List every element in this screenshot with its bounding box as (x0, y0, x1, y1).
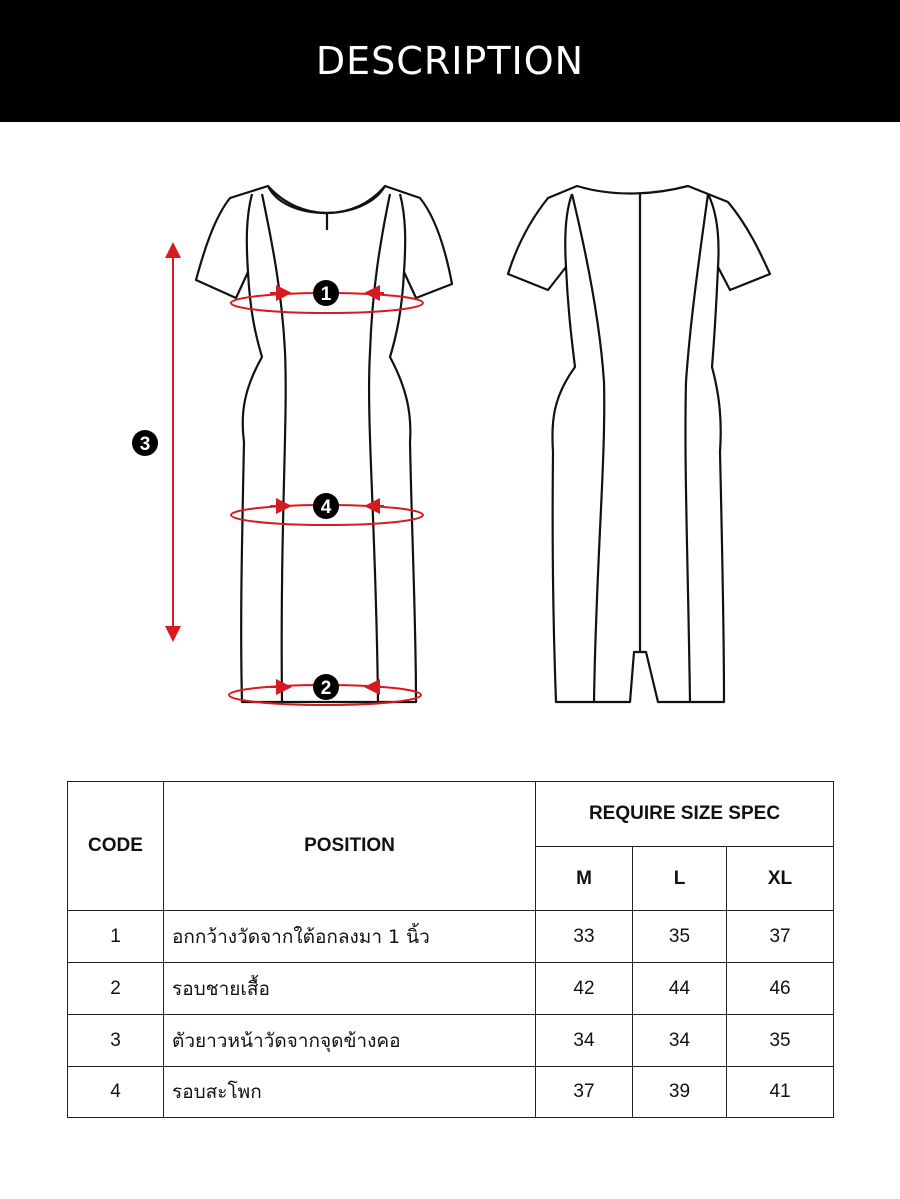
marker-2 (313, 674, 339, 700)
back-dress-outline (508, 186, 770, 702)
row-value-l: 34 (633, 1015, 727, 1067)
row-value-m: 34 (536, 1015, 633, 1067)
col-header-size-spec: REQUIRE SIZE SPEC (536, 782, 834, 847)
col-header-size-xl: XL (727, 847, 834, 911)
row-position: รอบชายเสื้อ (164, 963, 536, 1015)
row-value-m: 37 (536, 1067, 633, 1118)
row-code: 1 (68, 911, 164, 963)
row-value-l: 44 (633, 963, 727, 1015)
col-header-code: CODE (68, 782, 164, 911)
col-header-size-m: M (536, 847, 633, 911)
size-spec-table (67, 781, 834, 1118)
header-bar (0, 0, 900, 122)
front-dress-outline (196, 186, 452, 702)
marker-1 (313, 280, 339, 306)
row-position: ตัวยาวหน้าวัดจากจุดข้างคอ (164, 1015, 536, 1067)
row-value-l: 39 (633, 1067, 727, 1118)
page-title: DESCRIPTION (315, 39, 585, 83)
row-code: 3 (68, 1015, 164, 1067)
row-value-m: 33 (536, 911, 633, 963)
header-row-top (68, 782, 834, 847)
row-value-xl: 37 (727, 911, 834, 963)
marker-3 (132, 430, 158, 456)
col-header-size-l: L (633, 847, 727, 911)
row-position: รอบสะโพก (164, 1067, 536, 1118)
row-code: 2 (68, 963, 164, 1015)
table-row (68, 911, 834, 963)
marker-2-label: 2 (320, 678, 332, 699)
marker-3-label: 3 (139, 434, 151, 455)
marker-4 (313, 493, 339, 519)
marker-1-label: 1 (320, 284, 332, 305)
row-value-xl: 35 (727, 1015, 834, 1067)
col-header-position: POSITION (164, 782, 536, 911)
table-row (68, 1015, 834, 1067)
row-position: อกกว้างวัดจากใต้อกลงมา 1 นิ้ว (164, 911, 536, 963)
row-value-xl: 46 (727, 963, 834, 1015)
row-value-xl: 41 (727, 1067, 834, 1118)
row-value-l: 35 (633, 911, 727, 963)
row-value-m: 42 (536, 963, 633, 1015)
marker-4-label: 4 (320, 497, 332, 518)
dress-diagram (0, 122, 900, 762)
row-code: 4 (68, 1067, 164, 1118)
table-row (68, 963, 834, 1015)
table-row (68, 1067, 834, 1118)
